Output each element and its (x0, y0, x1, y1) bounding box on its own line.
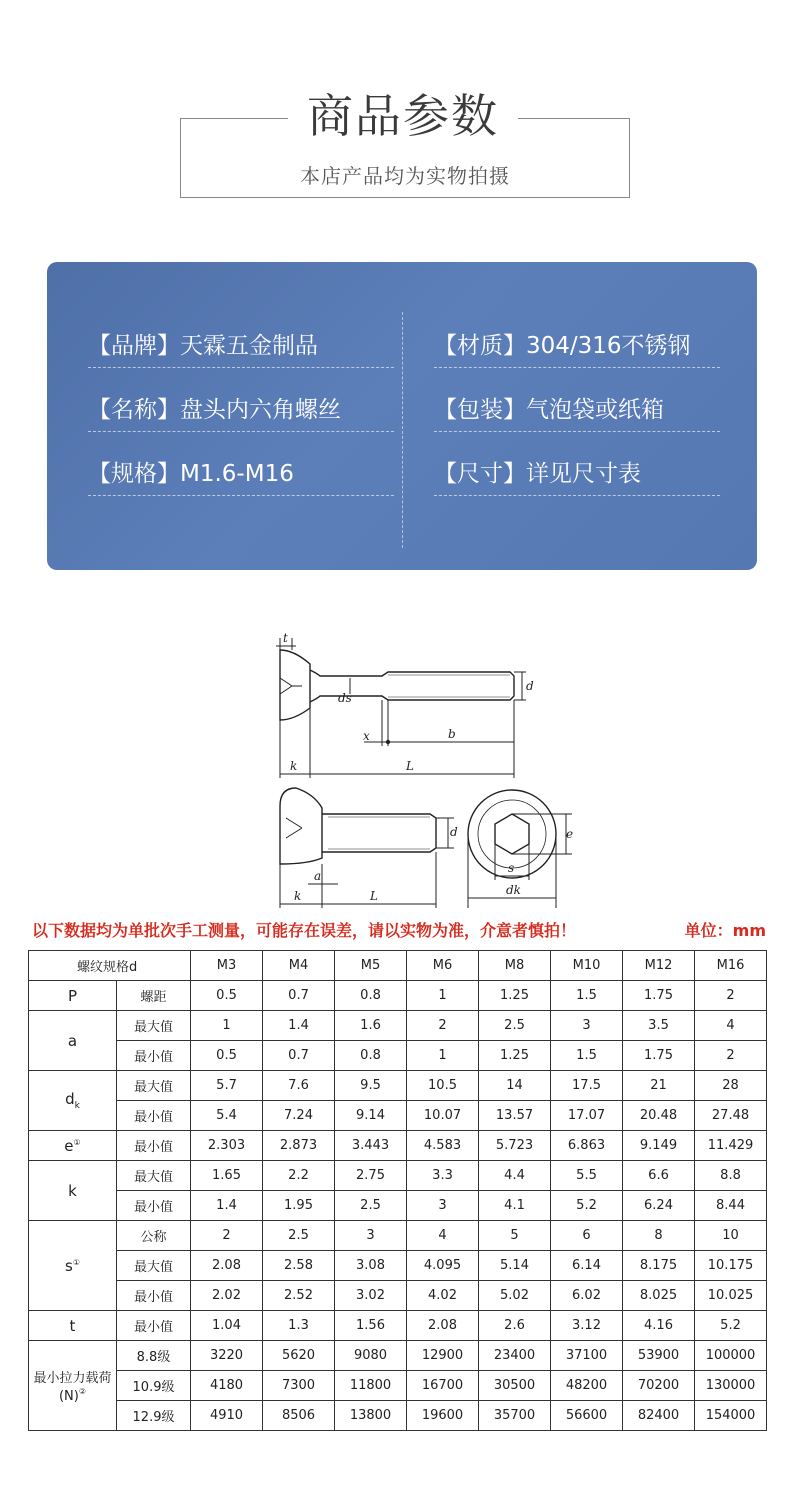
footnote-marker: ② (78, 1387, 87, 1396)
parameter-symbol-cell (29, 1221, 117, 1311)
value-cell: 1.65 (191, 1161, 263, 1191)
value-cell: 0.7 (263, 1041, 335, 1071)
value-cell: 48200 (551, 1371, 623, 1401)
table-row (29, 1221, 767, 1251)
value-cell: 10.07 (407, 1101, 479, 1131)
row-label-cell: 12.9级 (117, 1401, 191, 1431)
value-cell: 1.95 (263, 1191, 335, 1221)
value-cell: 130000 (695, 1371, 767, 1401)
value-cell: 6.6 (623, 1161, 695, 1191)
value-cell: 0.7 (263, 981, 335, 1011)
diagram-label-l-bottom: L (370, 889, 378, 903)
value-cell: 2.5 (335, 1191, 407, 1221)
value-cell: 1 (407, 1041, 479, 1071)
value-cell: 10 (695, 1221, 767, 1251)
value-cell: 4910 (191, 1401, 263, 1431)
value-cell: 2 (695, 1041, 767, 1071)
row-label-cell: 最小值 (117, 1131, 191, 1161)
info-value: 304/316不锈钢 (526, 333, 691, 359)
info-label: 【尺寸】 (434, 461, 526, 487)
parameter-symbol-cell (29, 1071, 117, 1131)
value-cell: 4.02 (407, 1281, 479, 1311)
size-header-cell: M6 (407, 951, 479, 981)
row-label-cell: 最大值 (117, 1251, 191, 1281)
size-header-cell: M8 (479, 951, 551, 981)
table-row (29, 981, 767, 1011)
row-label-cell: 10.9级 (117, 1371, 191, 1401)
value-cell: 28 (695, 1071, 767, 1101)
value-cell: 3 (551, 1011, 623, 1041)
parameter-symbol: P (67, 986, 78, 1005)
page-title: 商品参数 (307, 89, 499, 143)
measurement-notice (32, 918, 772, 944)
value-cell: 1.56 (335, 1311, 407, 1341)
value-cell: 23400 (479, 1341, 551, 1371)
size-header-cell: M10 (551, 951, 623, 981)
value-cell: 19600 (407, 1401, 479, 1431)
value-cell: 0.5 (191, 981, 263, 1011)
diagram-label-d-top: d (526, 679, 534, 693)
value-cell: 1.5 (551, 1041, 623, 1071)
parameter-symbol: k (68, 1181, 77, 1200)
value-cell: 1 (191, 1011, 263, 1041)
value-cell: 8.44 (695, 1191, 767, 1221)
value-cell: 2.02 (191, 1281, 263, 1311)
info-label: 【品牌】 (88, 333, 180, 359)
dimension-table (28, 950, 767, 1431)
row-label-cell: 最大值 (117, 1161, 191, 1191)
row-label-cell: 最大值 (117, 1071, 191, 1101)
unit-label: 单位：mm (684, 921, 766, 940)
value-cell: 8.175 (623, 1251, 695, 1281)
info-brand (88, 328, 394, 368)
value-cell: 0.5 (191, 1041, 263, 1071)
value-cell: 6.863 (551, 1131, 623, 1161)
parameter-subscript: k (74, 1101, 80, 1111)
parameter-symbol-cell (29, 1131, 117, 1161)
value-cell: 8.8 (695, 1161, 767, 1191)
value-cell: 100000 (695, 1341, 767, 1371)
value-cell: 53900 (623, 1341, 695, 1371)
value-cell: 2.5 (479, 1011, 551, 1041)
value-cell: 1.75 (623, 1041, 695, 1071)
value-cell: 5.4 (191, 1101, 263, 1131)
value-cell: 9080 (335, 1341, 407, 1371)
diagram-label-ds: ds (338, 691, 352, 705)
value-cell: 1.25 (479, 1041, 551, 1071)
parameter-symbol: 最小拉力载荷(N) (33, 1371, 112, 1404)
value-cell: 2.58 (263, 1251, 335, 1281)
info-label: 【规格】 (88, 461, 180, 487)
value-cell: 5620 (263, 1341, 335, 1371)
value-cell: 154000 (695, 1401, 767, 1431)
value-cell: 3 (335, 1221, 407, 1251)
value-cell: 6 (551, 1221, 623, 1251)
value-cell: 2.6 (479, 1311, 551, 1341)
value-cell: 5.5 (551, 1161, 623, 1191)
value-cell: 0.8 (335, 981, 407, 1011)
value-cell: 70200 (623, 1371, 695, 1401)
value-cell: 5.14 (479, 1251, 551, 1281)
value-cell: 2.5 (263, 1221, 335, 1251)
size-header-cell: M4 (263, 951, 335, 981)
value-cell: 6.24 (623, 1191, 695, 1221)
diagram-label-s: s (508, 861, 515, 875)
diagram-label-k-top: k (290, 759, 298, 773)
value-cell: 4 (407, 1221, 479, 1251)
info-spec (88, 456, 394, 496)
row-label-cell: 最小值 (117, 1101, 191, 1131)
value-cell: 2 (407, 1011, 479, 1041)
table-row (29, 1341, 767, 1371)
size-header-cell: M3 (191, 951, 263, 981)
value-cell: 4.095 (407, 1251, 479, 1281)
value-cell: 6.14 (551, 1251, 623, 1281)
info-label: 【材质】 (434, 333, 526, 359)
value-cell: 4.16 (623, 1311, 695, 1341)
value-cell: 17.5 (551, 1071, 623, 1101)
value-cell: 20.48 (623, 1101, 695, 1131)
value-cell: 16700 (407, 1371, 479, 1401)
table-row (29, 1371, 767, 1401)
value-cell: 37100 (551, 1341, 623, 1371)
value-cell: 56600 (551, 1401, 623, 1431)
value-cell: 2.08 (407, 1311, 479, 1341)
info-name (88, 392, 394, 432)
value-cell: 10.5 (407, 1071, 479, 1101)
value-cell: 2.08 (191, 1251, 263, 1281)
value-cell: 1.75 (623, 981, 695, 1011)
value-cell: 5.02 (479, 1281, 551, 1311)
value-cell: 3 (407, 1191, 479, 1221)
value-cell: 3.08 (335, 1251, 407, 1281)
value-cell: 12900 (407, 1341, 479, 1371)
row-label-cell: 公称 (117, 1221, 191, 1251)
title-rule-left (180, 118, 288, 119)
diagram-label-dk: dk (506, 883, 521, 897)
footnote-marker: ① (73, 1137, 81, 1147)
parameter-symbol-cell (29, 1011, 117, 1071)
notice-text: 以下数据均为单批次手工测量，可能存在误差，请以实物为准，介意者慎拍！ (32, 921, 577, 940)
value-cell: 3.5 (623, 1011, 695, 1041)
value-cell: 9.5 (335, 1071, 407, 1101)
table-row (29, 1281, 767, 1311)
value-cell: 5.723 (479, 1131, 551, 1161)
parameter-symbol-cell (29, 1161, 117, 1221)
value-cell: 1.4 (263, 1011, 335, 1041)
value-cell: 4.4 (479, 1161, 551, 1191)
value-cell: 1 (407, 981, 479, 1011)
value-cell: 14 (479, 1071, 551, 1101)
info-value: 详见尺寸表 (526, 461, 641, 487)
value-cell: 1.04 (191, 1311, 263, 1341)
parameter-symbol: a (67, 1031, 78, 1050)
parameter-symbol: s (65, 1256, 73, 1275)
value-cell: 11.429 (695, 1131, 767, 1161)
table-row (29, 1161, 767, 1191)
value-cell: 6.02 (551, 1281, 623, 1311)
value-cell: 2 (695, 981, 767, 1011)
value-cell: 11800 (335, 1371, 407, 1401)
value-cell: 2.52 (263, 1281, 335, 1311)
value-cell: 2 (191, 1221, 263, 1251)
value-cell: 1.25 (479, 981, 551, 1011)
value-cell: 3.02 (335, 1281, 407, 1311)
value-cell: 2.873 (263, 1131, 335, 1161)
size-header-cell: M12 (623, 951, 695, 981)
info-size (434, 456, 720, 496)
info-packaging (434, 392, 720, 432)
parameter-symbol: e (64, 1136, 74, 1155)
row-label-cell: 最小值 (117, 1311, 191, 1341)
table-row (29, 1401, 767, 1431)
diagram-label-x: x (363, 729, 370, 743)
info-value: 天霖五金制品 (180, 333, 318, 359)
value-cell: 5.2 (551, 1191, 623, 1221)
title-rule-right (518, 118, 630, 119)
value-cell: 9.14 (335, 1101, 407, 1131)
table-row (29, 1041, 767, 1071)
parameter-symbol: d (65, 1090, 75, 1108)
parameter-symbol-cell (29, 1341, 117, 1431)
diagram-label-b: b (448, 727, 456, 741)
value-cell: 3220 (191, 1341, 263, 1371)
info-value: M1.6-M16 (180, 461, 294, 487)
value-cell: 17.07 (551, 1101, 623, 1131)
value-cell: 5.7 (191, 1071, 263, 1101)
table-row (29, 1011, 767, 1041)
info-value: 气泡袋或纸箱 (526, 397, 664, 423)
table-row (29, 1191, 767, 1221)
footnote-marker: ① (72, 1257, 80, 1267)
row-label-cell: 最大值 (117, 1011, 191, 1041)
value-cell: 4.1 (479, 1191, 551, 1221)
row-label-cell: 8.8级 (117, 1341, 191, 1371)
table-row (29, 1131, 767, 1161)
value-cell: 82400 (623, 1401, 695, 1431)
diagram-label-a: a (314, 869, 322, 883)
table-row (29, 1311, 767, 1341)
table-row (29, 1101, 767, 1131)
size-header-cell: M5 (335, 951, 407, 981)
value-cell: 8 (623, 1221, 695, 1251)
value-cell: 8506 (263, 1401, 335, 1431)
diagram-label-t: t (283, 631, 288, 645)
value-cell: 30500 (479, 1371, 551, 1401)
diagram-label-d-bottom: d (450, 825, 458, 839)
value-cell: 0.8 (335, 1041, 407, 1071)
info-label: 【包装】 (434, 397, 526, 423)
value-cell: 4 (695, 1011, 767, 1041)
info-value: 盘头内六角螺丝 (180, 397, 341, 423)
parameter-symbol-cell (29, 1311, 117, 1341)
value-cell: 13800 (335, 1401, 407, 1431)
value-cell: 35700 (479, 1401, 551, 1431)
row-label-cell: 螺距 (117, 981, 191, 1011)
value-cell: 2.75 (335, 1161, 407, 1191)
size-header-cell: M16 (695, 951, 767, 981)
value-cell: 7300 (263, 1371, 335, 1401)
diagram-label-l-top: L (406, 759, 414, 773)
value-cell: 10.175 (695, 1251, 767, 1281)
value-cell: 4.583 (407, 1131, 479, 1161)
diagram-label-k-bottom: k (294, 889, 302, 903)
value-cell: 7.24 (263, 1101, 335, 1131)
table-row (29, 1251, 767, 1281)
screw-dimension-diagram (258, 628, 588, 918)
info-material (434, 328, 720, 368)
value-cell: 9.149 (623, 1131, 695, 1161)
value-cell: 1.4 (191, 1191, 263, 1221)
value-cell: 1.6 (335, 1011, 407, 1041)
value-cell: 1.3 (263, 1311, 335, 1341)
value-cell: 3.3 (407, 1161, 479, 1191)
value-cell: 7.6 (263, 1071, 335, 1101)
value-cell: 1.5 (551, 981, 623, 1011)
value-cell: 2.2 (263, 1161, 335, 1191)
row-label-cell: 最小值 (117, 1281, 191, 1311)
row-label-cell: 最小值 (117, 1191, 191, 1221)
row-label-cell: 最小值 (117, 1041, 191, 1071)
diagram-label-e: e (566, 827, 574, 841)
value-cell: 10.025 (695, 1281, 767, 1311)
table-row (29, 1071, 767, 1101)
page-subtitle: 本店产品均为实物拍摄 (300, 164, 510, 188)
value-cell: 21 (623, 1071, 695, 1101)
value-cell: 2.303 (191, 1131, 263, 1161)
spec-header-cell: 螺纹规格d (29, 951, 191, 981)
parameter-symbol-cell (29, 981, 117, 1011)
value-cell: 13.57 (479, 1101, 551, 1131)
info-label: 【名称】 (88, 397, 180, 423)
value-cell: 5 (479, 1221, 551, 1251)
value-cell: 5.2 (695, 1311, 767, 1341)
value-cell: 3.443 (335, 1131, 407, 1161)
parameter-symbol: t (69, 1316, 76, 1335)
table-header-row (29, 951, 767, 981)
value-cell: 3.12 (551, 1311, 623, 1341)
value-cell: 27.48 (695, 1101, 767, 1131)
value-cell: 4180 (191, 1371, 263, 1401)
value-cell: 8.025 (623, 1281, 695, 1311)
info-panel-divider (402, 312, 403, 548)
